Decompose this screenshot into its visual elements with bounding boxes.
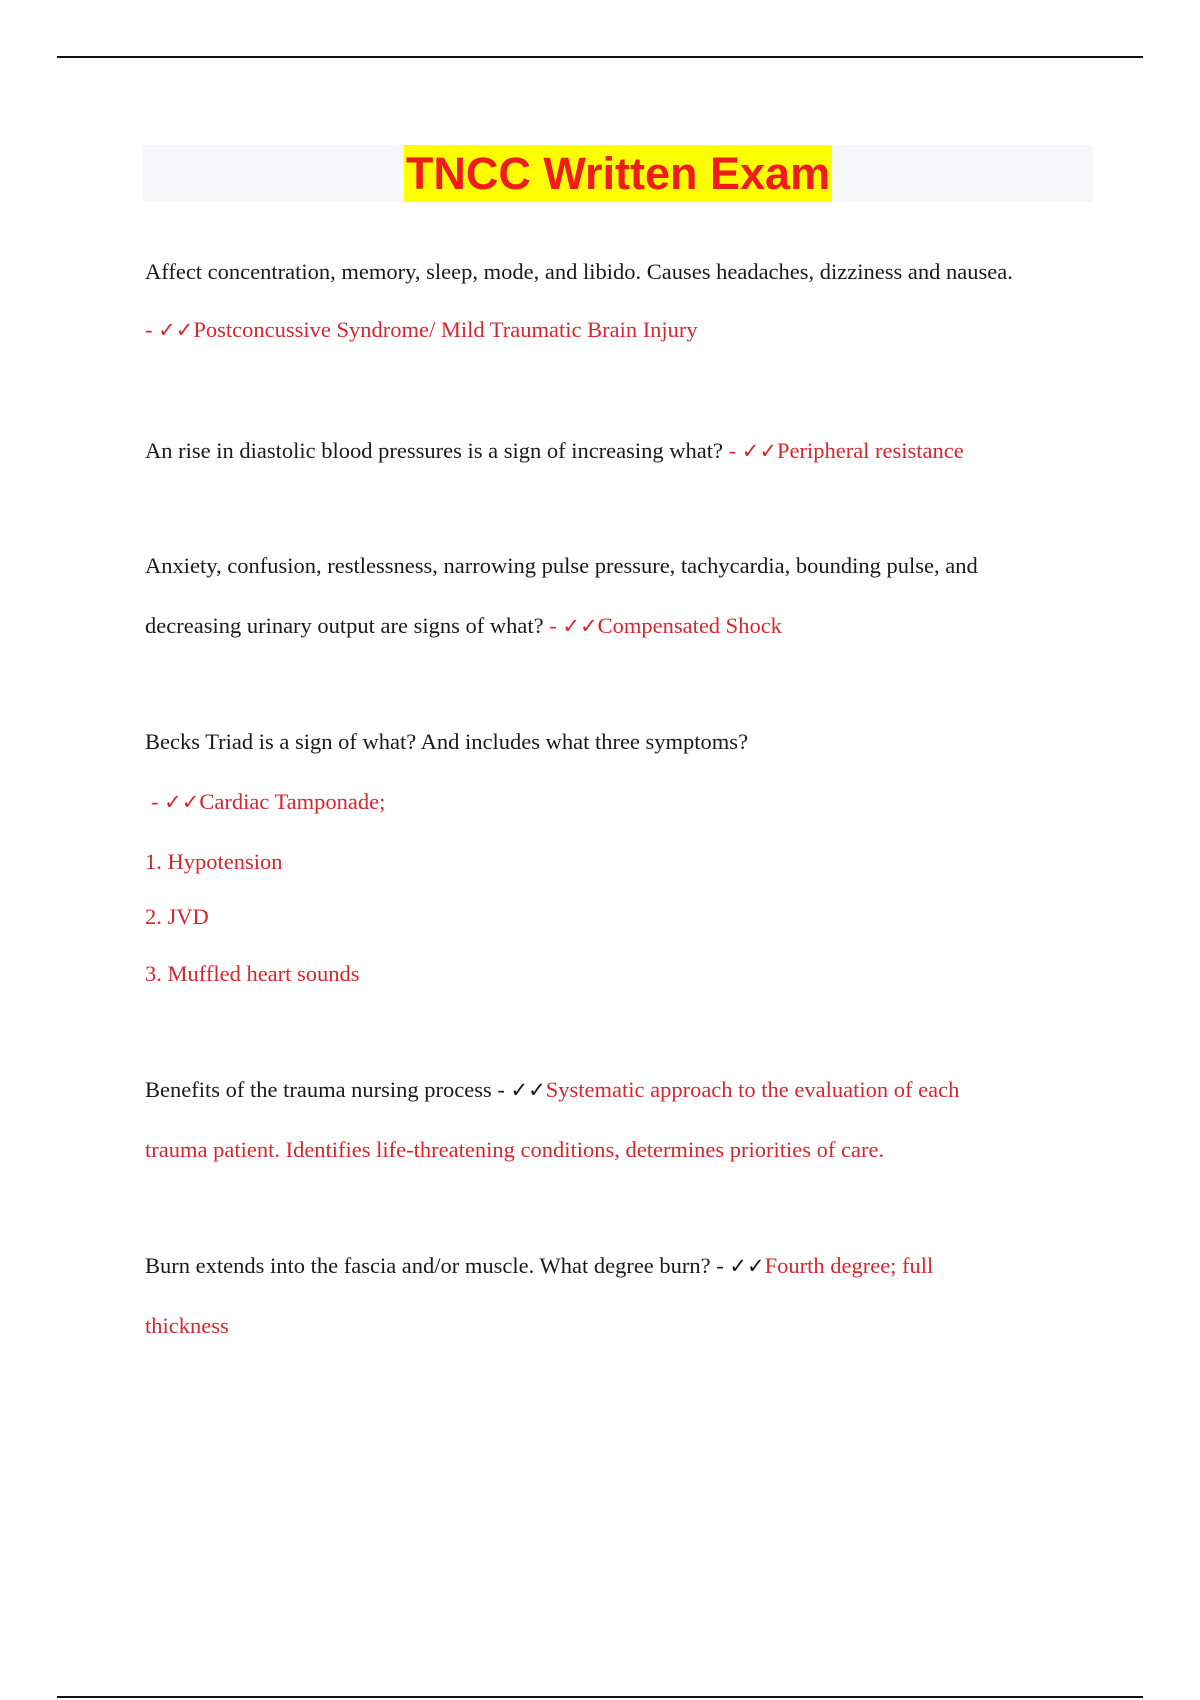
- question-3-line-2: decreasing urinary output are signs of what?: [145, 613, 550, 638]
- answer-6-line-2: thickness: [145, 1313, 229, 1338]
- question-3-line-1: Anxiety, confusion, restlessness, narrowing pulse pressure, tachycardia, bounding pulse, and: [145, 553, 978, 578]
- bottom-rule: [57, 1696, 1143, 1698]
- question-1: Affect concentration, memory, sleep, mode, and libido. Causes headaches, dizziness and nausea.: [145, 259, 1013, 284]
- check-icon: ✓✓: [729, 1254, 765, 1278]
- answer-6-line-1: Fourth degree; full: [764, 1253, 934, 1278]
- answer-5-line-2: trauma patient. Identifies life-threatening conditions, determines priorities of care.: [145, 1137, 885, 1162]
- list-item: 2. JVD: [145, 904, 209, 929]
- check-icon: ✓✓: [562, 614, 598, 638]
- check-icon: ✓✓: [164, 790, 200, 814]
- question-5: Benefits of the trauma nursing process -: [145, 1077, 511, 1102]
- title-band: [143, 145, 1093, 202]
- check-icon: ✓✓: [741, 439, 777, 463]
- answer-2: Peripheral resistance: [776, 438, 964, 463]
- list-item: 1. Hypotension: [145, 849, 283, 874]
- qa-2: An rise in diastolic blood pressures is a sign of increasing what? - ✓✓Peripheral resistance: [145, 438, 964, 463]
- document-title: TNCC Written Exam: [404, 145, 832, 202]
- question-6: Burn extends into the fascia and/or muscle. What degree burn? -: [145, 1253, 730, 1278]
- answer-4: - ✓✓Cardiac Tamponade;: [151, 789, 386, 814]
- list-item: 3. Muffled heart sounds: [145, 961, 360, 986]
- top-rule: [57, 56, 1143, 58]
- qa-6: [145, 1251, 933, 1281]
- answer-3: Compensated Shock: [597, 613, 782, 638]
- check-icon: ✓✓: [158, 318, 194, 342]
- qa-5: [145, 1075, 959, 1105]
- check-icon: ✓✓: [510, 1078, 546, 1102]
- answer-1: - ✓✓Postconcussive Syndrome/ Mild Traumatic Brain Injury: [145, 317, 698, 342]
- question-4: Becks Triad is a sign of what? And includes what three symptoms?: [145, 729, 749, 754]
- question-2: An rise in diastolic blood pressures is a sign of increasing what?: [145, 438, 729, 463]
- qa-3: decreasing urinary output are signs of what? - ✓✓Compensated Shock: [145, 613, 782, 638]
- answer-5-line-1: Systematic approach to the evaluation of each: [545, 1077, 960, 1102]
